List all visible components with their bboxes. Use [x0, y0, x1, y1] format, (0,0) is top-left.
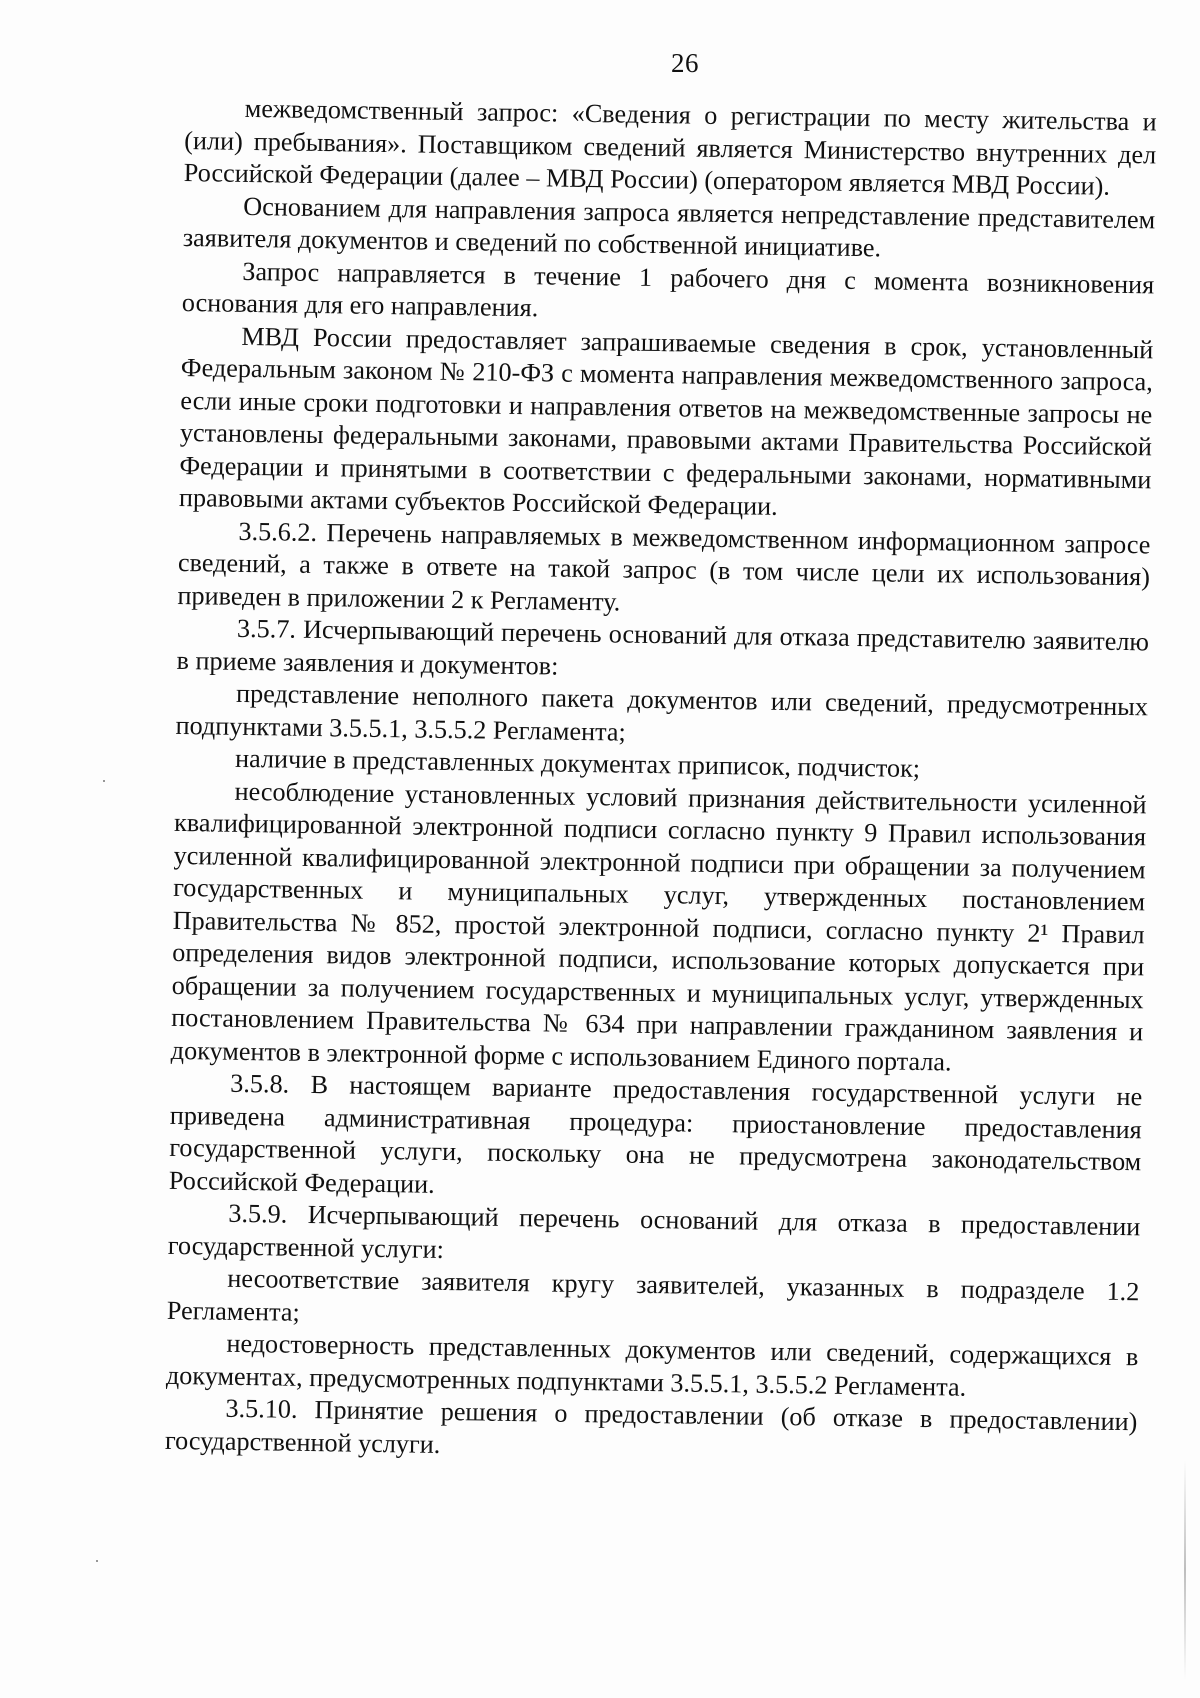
paragraph-3-5-7: 3.5.7. Исчерпывающий перечень оснований для отказа представителю заявителю в приеме заявления и документов:: [176, 613, 1150, 681]
list-item-corrections: наличие в представленных документах приписок, подчисток;: [234, 743, 921, 783]
list-item-applicant-mismatch: несоответствие заявителя кругу заявителей, указанных в подразделе 1.2 Регламента;: [166, 1263, 1140, 1327]
paragraph-mvd-provides: МВД России предоставляет запрашиваемые сведения в срок, установленный Федеральным законом № 210-ФЗ с момента направления межведомственного запроса, если иные сроки подготовки и направления ответов на межведомственные запросы не установлены федеральными законами, правовыми актами Правительства Российской Федерации и принятыми в соответствии с федеральными законами, нормативными правовыми актами субъектов Российской Федерации.: [178, 321, 1154, 521]
body-text: [165, 92, 1157, 1471]
paragraph-basis: Основанием для направления запроса является непредставление представителем заявителя документов и сведений по собственной инициативе.: [182, 191, 1156, 263]
paragraph-3-5-10: 3.5.10. Принятие решения о предоставлении (об отказе в предоставлении) государственной услуги.: [164, 1393, 1138, 1459]
list-item-signature-conditions: несоблюдение установленных условий признания действительности усиленной квалифицированной электронной подписи согласно пункту 9 Правил использования усиленной квалифицированной электронной подписи при обращении за получением государственных и муниципальных услуг, утвержденных постановлением Правительства № 852, простой электронной подписи, согласно пункту 2¹ Правил определения видов электронной подписи, использование которых допускается при обращении за получением государственных и муниципальных услуг, утвержденных постановлением Правительства № 634 при направлении гражданином заявления и документов в электронной форме с использованием Единого портала.: [170, 776, 1147, 1076]
paragraph-3-5-8: 3.5.8. В настоящем варианте предоставления государственной услуги не приведена административная процедура: приостановление предоставления государственной услуги, поскольку она не предусмотрена законодательством Российской Федерации.: [168, 1068, 1143, 1199]
list-item-incomplete-package: представление неполного пакета документов или сведений, предусмотренных подпунктами 3.5.5.1, 3.5.5.2 Регламента;: [175, 678, 1149, 747]
scan-speck: [96, 1560, 98, 1562]
page-number: 26: [671, 48, 699, 78]
paragraph-continuation: межведомственный запрос: «Сведения о регистрации по месту жительства и (или) пребывания». Поставщиком сведений является Министерство внутренних дел Российской Федерации (далее – МВД России) (оператором является МВД России).: [183, 93, 1157, 201]
paragraph-request-term: Запрос направляется в течение 1 рабочего дня с момента возникновения основания для его направления.: [181, 256, 1155, 323]
scan-edge-shadow: [1184, 1460, 1186, 1680]
list-item-unreliable-documents: недостоверность представленных документов или сведений, содержащихся в документах, предусмотренных подпунктами 3.5.5.1, 3.5.5.2 Регламента.: [165, 1328, 1139, 1402]
paragraph-3-5-6-2: 3.5.6.2. Перечень направляемых в межведомственном информационном запросе сведений, а также в ответе на такой запрос (в том числе цели их использования) приведен в приложении 2 к Регламенту.: [177, 516, 1151, 617]
paragraph-3-5-9: 3.5.9. Исчерпывающий перечень оснований для отказа в предоставлении государственной услуги:: [167, 1198, 1141, 1264]
scan-speck: [103, 780, 105, 782]
